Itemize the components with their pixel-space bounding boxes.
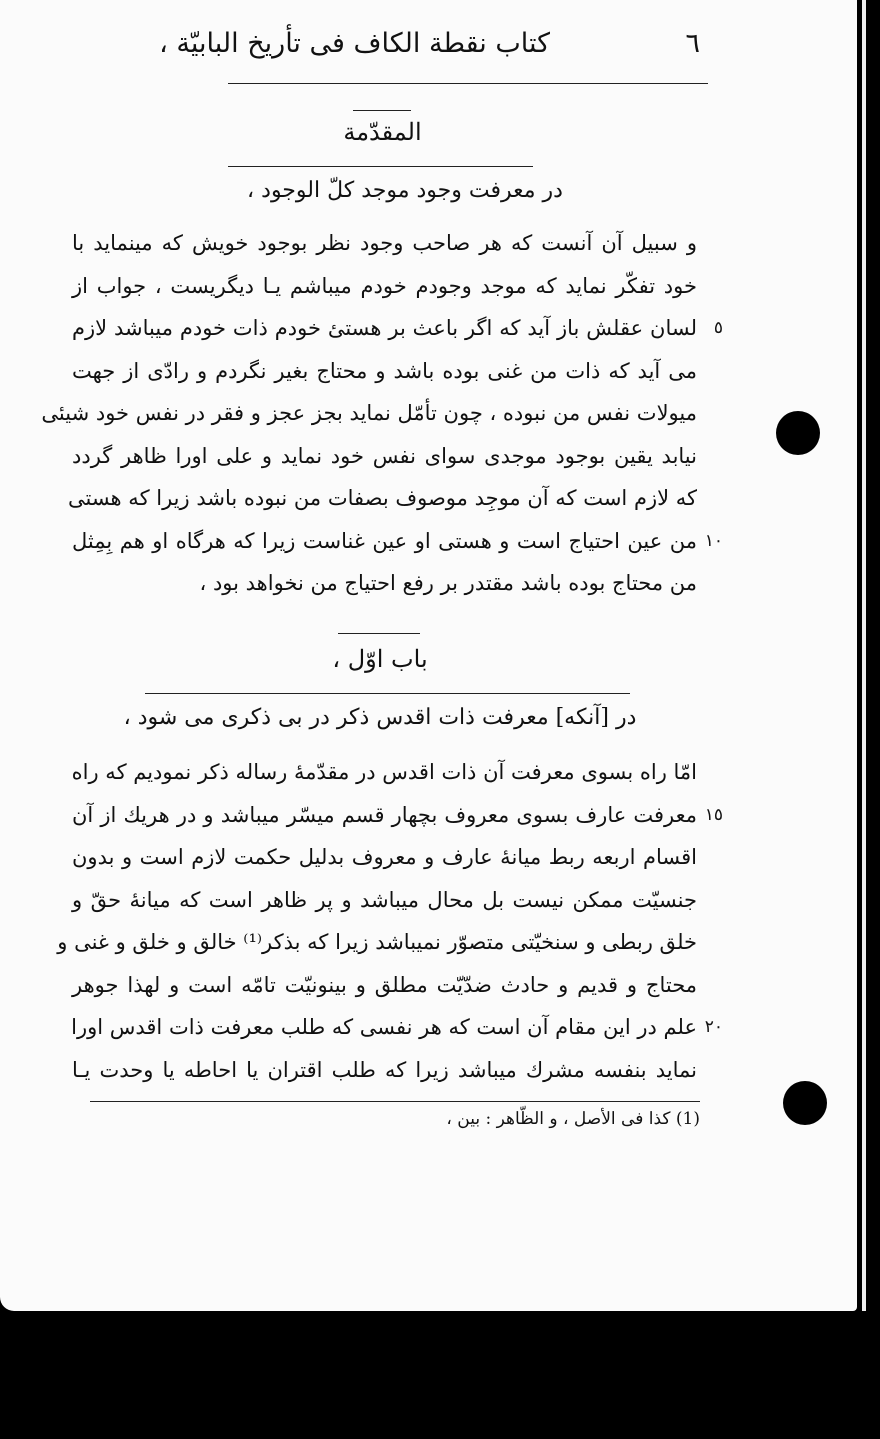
text-line: علم در این مقام آن است که هر نفسی که طلب معرفت ذات اقدس اورا ٢٠ xyxy=(72,1006,697,1049)
line-number: ٥ xyxy=(713,318,723,338)
chapter-title: باب اوّل ، xyxy=(332,645,428,673)
introduction-paragraph xyxy=(41,222,723,605)
section-rule-bottom xyxy=(228,166,533,167)
scan-edge xyxy=(857,0,880,1311)
text-line: امّا راه بسوی معرفت آن ذات اقدس در مقدّمهٔ رساله ذکر نمودیم که راه xyxy=(71,760,697,784)
text-line: که لازم است که آن موجِد موصوف بصفات من نبوده باشد زیرا که هستی xyxy=(67,486,697,510)
footnote-rule xyxy=(90,1101,700,1102)
text-line: جنسیّت ممکن نیست بل محال میباشد و پر ظاهر است که میانهٔ حقّ و xyxy=(72,887,697,912)
text-line: معرفت عارف بسوی معروف بچهار قسم میسّر میباشد و در هریك از آن ١٥ xyxy=(72,794,697,837)
introduction-subtitle: در معرفت وجود موجد کلّ الوجود ، xyxy=(247,178,563,203)
text-line: می آید که ذات من غنی بوده باشد و محتاج بغیر نگردم و رادّی از جهت xyxy=(72,358,697,383)
text-line: نیابد یقین بوجود موجدی سوای نفس خود نماید و علی اورا ظاهر گردد xyxy=(72,443,697,468)
text-line: نماید بنفسه مشرك میباشد زیرا که طلب اقتران یا احاطه یا وحدت یـا xyxy=(72,1057,697,1082)
text-line: خود تفکّر نماید که موجد وجودم خودم میباشم یـا دیگریست ، جواب از xyxy=(72,273,697,298)
footnote: (1) کذا فی الأصل ، و الظّاهر : بین ، xyxy=(446,1109,700,1129)
text-line: من عین احتیاج است و هستی او عین غناست زیرا که هرگاه او هم بِمِثل ١٠ xyxy=(72,520,697,563)
chapter-paragraph xyxy=(57,751,723,1091)
line-number: ١٠ xyxy=(704,530,723,551)
punch-hole-bottom xyxy=(783,1081,827,1125)
chapter-rule-top xyxy=(338,633,420,634)
text-line: میولات نفس من نبوده ، چون تأمّل نماید بجز عجز و فقر در نفس خود شیئی xyxy=(41,401,697,425)
text-line: خلق ربطی و سنخیّتی متصوّر نمیباشد زیرا که بذکر⁽¹⁾ خالق و خلق و غنی و xyxy=(57,930,697,954)
header-rule xyxy=(228,83,708,84)
chapter-rule-bottom xyxy=(145,693,630,694)
chapter-subtitle: در [آنکه] معرفت ذات اقدس ذکر در بی ذکری می شود ، xyxy=(123,705,637,730)
text-line: و سبیل آن آنست که هر صاحب وجود نظر بوجود خویش که مینماید با xyxy=(72,231,697,255)
section-rule-top xyxy=(353,110,411,111)
introduction-title: المقدّمة xyxy=(343,118,422,146)
line-number: ١٥ xyxy=(704,804,723,825)
text-line: اقسام اربعه ربط میانهٔ عارف و معروف بدلیل حکمت لازم است و بدون xyxy=(72,845,697,869)
running-title: کتاب نقطة الکاف فی تأریخ البابیّة ، xyxy=(159,28,550,59)
text-line: لسان عقلش باز آید که اگر باعث بر هستئ خودم ذات خودم میباشد لازم ٥ xyxy=(72,307,697,350)
text-line: من محتاج بوده باشد مقتدر بر رفع احتیاج من نخواهد بود ، xyxy=(199,571,697,595)
punch-hole-top xyxy=(776,411,820,455)
text-line: محتاج و قدیم و حادث ضدّیّت مطلق و بینونیّت تامّه است و لهذا جوهر xyxy=(72,972,697,997)
running-head xyxy=(159,24,700,74)
line-number: ٢٠ xyxy=(704,1017,723,1037)
page-number: ٦ xyxy=(685,28,700,59)
